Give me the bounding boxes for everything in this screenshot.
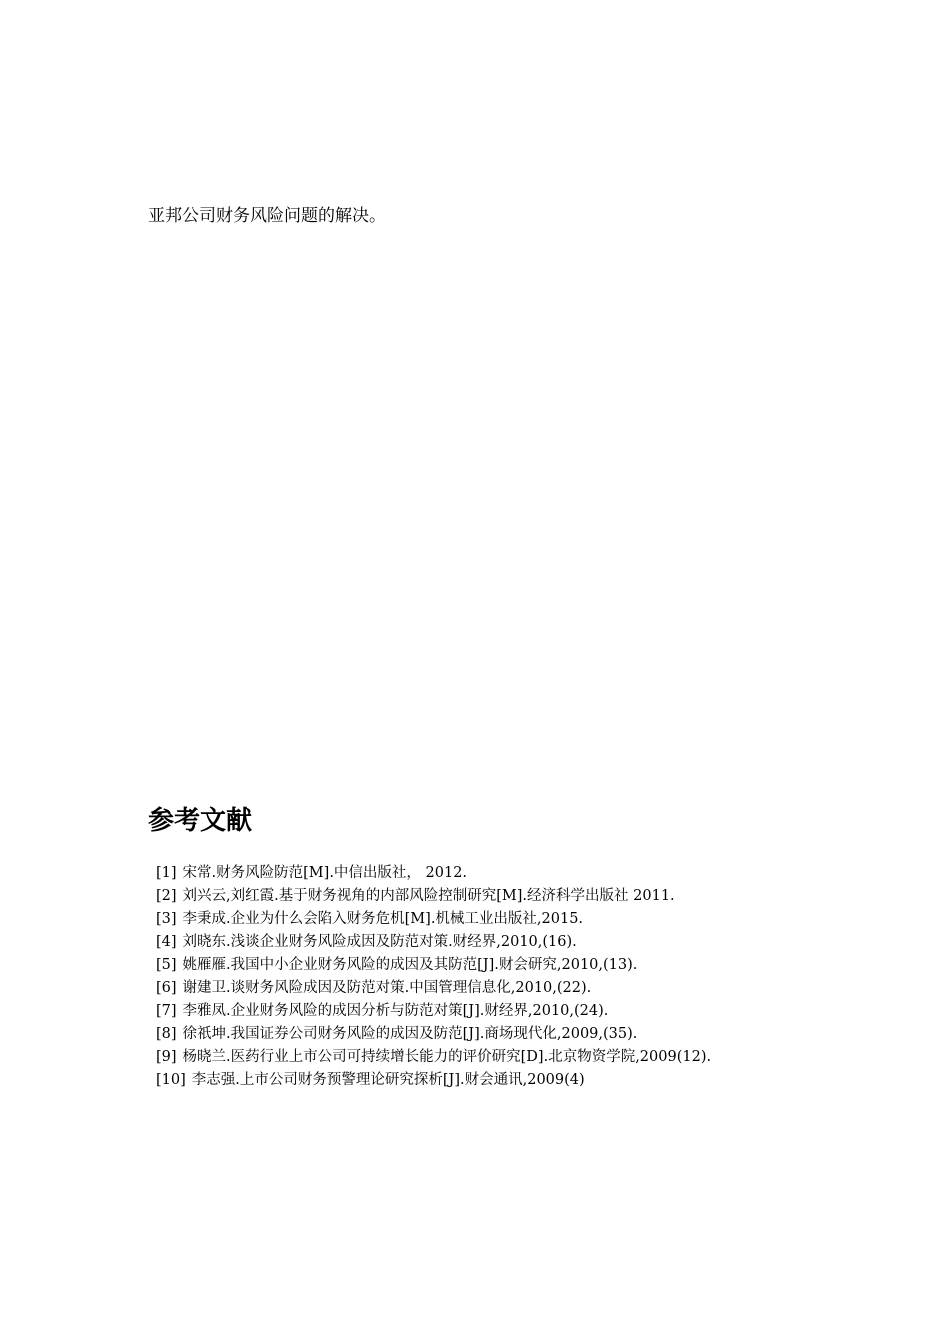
references-heading: 参考文献 (148, 806, 253, 836)
reference-number: [9] (156, 1049, 177, 1065)
references-list (156, 862, 711, 1092)
reference-number: [4] (156, 934, 177, 950)
reference-text: 李秉成.企业为什么会陷入财务危机[M].机械工业出版社,2015. (182, 911, 584, 927)
reference-text: 杨晓兰.医药行业上市公司可持续增长能力的评价研究[D].北京物资学院,2009(12). (182, 1049, 712, 1065)
reference-item (156, 885, 711, 908)
reference-number: [8] (156, 1026, 177, 1042)
reference-number: [5] (156, 957, 177, 973)
reference-item (156, 862, 711, 885)
reference-item (156, 1023, 711, 1046)
reference-text: 刘晓东.浅谈企业财务风险成因及防范对策.财经界,2010,(16). (182, 934, 577, 950)
reference-number: [6] (156, 980, 177, 996)
reference-number: [2] (156, 888, 177, 904)
paragraph-tail: 亚邦公司财务风险问题的解决。 (148, 206, 386, 226)
reference-item (156, 1000, 711, 1023)
reference-item (156, 954, 711, 977)
reference-text: 李志强.上市公司财务预警理论研究探析[J].财会通讯,2009(4) (191, 1072, 585, 1088)
reference-number: [1] (156, 865, 177, 881)
reference-text: 宋常.财务风险防范[M].中信出版社， 2012. (182, 865, 468, 881)
reference-item (156, 931, 711, 954)
reference-number: [3] (156, 911, 177, 927)
reference-text: 李雅凤.企业财务风险的成因分析与防范对策[J].财经界,2010,(24). (182, 1003, 609, 1019)
reference-item (156, 977, 711, 1000)
reference-text: 徐祇坤.我国证券公司财务风险的成因及防范[J].商场现代化,2009,(35). (182, 1026, 638, 1042)
reference-text: 刘兴云,刘红霞.基于财务视角的内部风险控制研究[M].经济科学出版社 2011. (182, 888, 675, 904)
reference-number: [7] (156, 1003, 177, 1019)
reference-item (156, 1046, 711, 1069)
reference-number: [10] (156, 1072, 186, 1088)
reference-item (156, 908, 711, 931)
reference-item (156, 1069, 711, 1092)
reference-text: 姚雁雁.我国中小企业财务风险的成因及其防范[J].财会研究,2010,(13). (182, 957, 638, 973)
reference-text: 谢建卫.谈财务风险成因及防范对策.中国管理信息化,2010,(22). (182, 980, 592, 996)
